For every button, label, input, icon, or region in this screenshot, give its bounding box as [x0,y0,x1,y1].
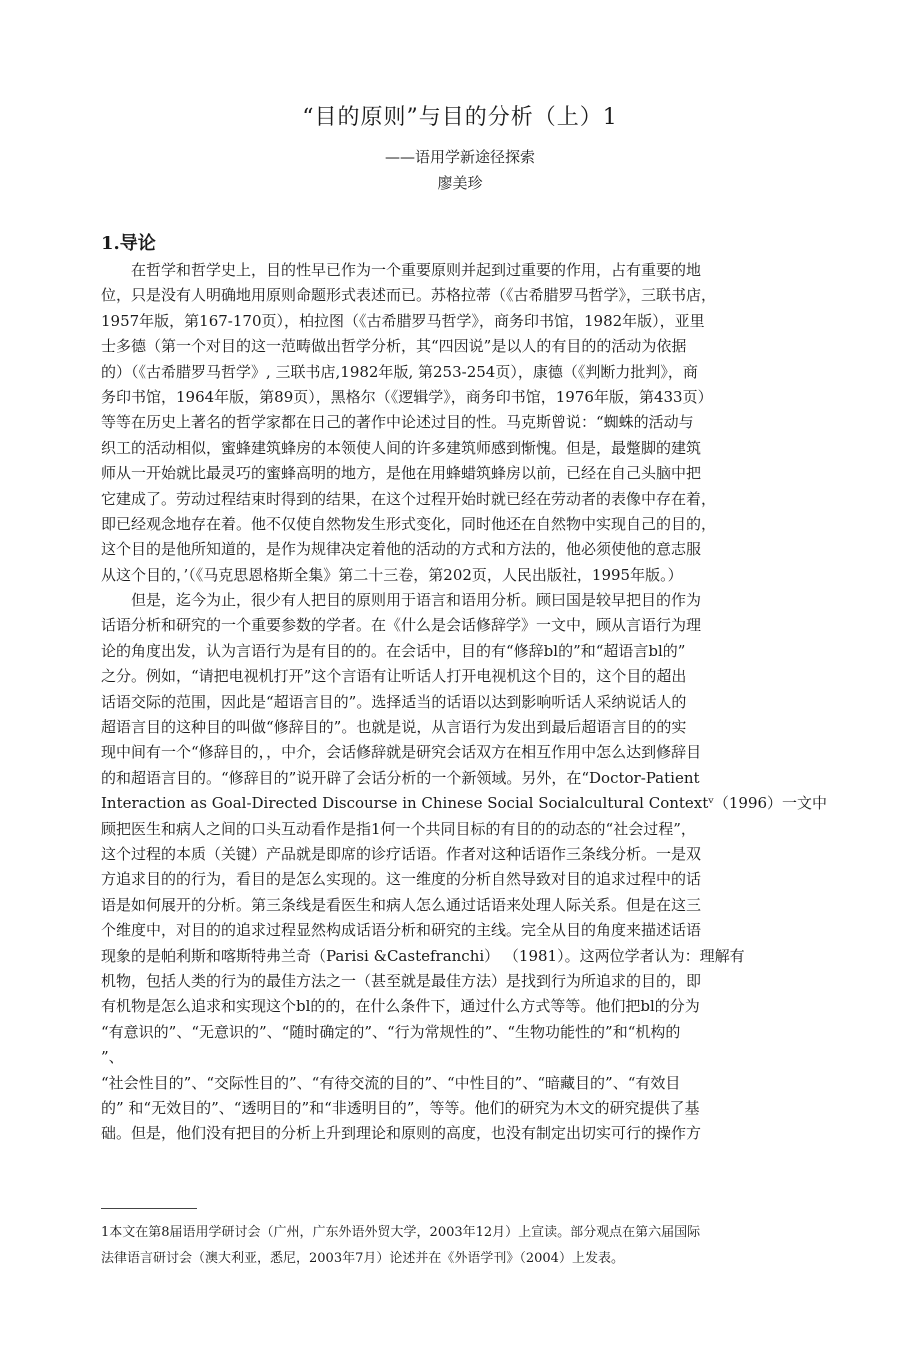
body-line: 它建成了。劳动过程结束时得到的结果，在这个过程开始时就已经在劳动者的表像中存在着， [101,489,717,508]
body-line: 之分。例如，“请把电视机打开”这个言语有让听话人打开电视机这个目的，这个目的超出 [101,667,687,686]
body-line: 这个过程的本质（关键）产品就是即席的诊疗话语。作者对这种话语作三条线分析。一是双 [101,844,702,863]
body-line: 方追求目的的行为，看目的是怎么实现的。这一维度的分析自然导致对目的追求过程中的话 [101,870,702,889]
body-line: ”、 [101,1048,124,1067]
body-line: 士多德（第一个对目的这一范畴做出哲学分析，其“四因说”是以人的有目的的活动为依据 [101,337,687,356]
body-line: 话语交际的范围，因此是“超语言目的”。选择适当的话语以达到影响听话人采纳说话人的 [101,692,687,711]
body-line: 的” 和“无效目的”、“透明目的”和“非透明目的”，等等。他们的研究为木文的研究提供了基 [101,1098,700,1117]
body-line: 1957年版，第167-170页），柏拉图（《古希腊罗马哲学》，商务印书馆，1982年版），亚里 [101,311,705,330]
body-line: 等等在历史上著名的哲学家都在日己的著作中论述过目的性。马克斯曾说：“蜘蛛的活动与 [101,413,694,432]
body-line: 师从一开始就比最灵巧的蜜蜂高明的地方，是他在用蜂蜡筑蜂房以前，已经在自己头脑中把 [101,464,702,483]
footnotes [101,1220,821,1272]
body-line: 位，只是没有人明确地用原则命题形式表述而已。苏格拉蒂（《古希腊罗马哲学》，三联书店， [101,286,717,305]
body-line: 现象的是帕利斯和喀斯特弗兰奇（Parisi &Castefranchi） （1981）。这两位学者认为：理解有 [101,946,745,965]
body-line: 语是如何展开的分析。第三条线是看医生和病人怎么通过话语来处理人际关系。但是在这三 [101,895,702,914]
body-line: 顾把医生和病人之间的口头互动看作是指1何一个共同目标的有目的的动态的“社会过程”， [101,819,696,838]
body-text [101,258,826,1147]
body-line: 即已经观念地存在着。他不仅使自然物发生形式变化，同时他还在自然物中实现自己的目的， [101,514,717,533]
body-line: 础。但是，他们没有把目的分析上升到理论和原则的高度，也没有制定出切实可行的操作方 [101,1124,702,1143]
body-line: 的和超语言目的。“修辞目的”说开辟了会话分析的一个新领域。另外，在“Doctor-Patient [101,768,700,787]
body-line: “有意识的”、“无意识的”、“随时确定的”、“行为常规性的”、“生物功能性的”和“机构的 [101,1022,681,1041]
body-line: 织工的活动相似，蜜蜂建筑蜂房的本领使人间的许多建筑师感到惭愧。但是，最蹩脚的建筑 [101,438,702,457]
footnote-line: 1本文在第8届语用学研讨会（广州，广东外语外贸大学，2003年12月）上宣读。部分观点在第六届国际 [101,1225,701,1240]
footnote-line: 法律语言研讨会（澳大利亚，悉尼，2003年7月）论述并在《外语学刊》（2004）上发表。 [101,1251,624,1266]
footnote-divider [101,1208,197,1209]
body-line: 有机物是怎么追求和实现这个bl的的，在什么条件下，通过什么方式等等。他们把bl的分为 [101,997,700,1016]
body-line: 从这个目的，’（《马克思恩格斯全集》第二十三卷，第202页，人民出版社，1995年版。） [101,565,683,584]
body-line: 现中间有一个“修辞目的，，中介，会话修辞就是研究会话双方在相互作用中怎么达到修辞目 [101,743,702,762]
paper-author: 廖美珍 [437,174,483,192]
body-line: “社会性目的”、“交际性目的”、“有待交流的目的”、“中性目的”、“暗藏目的”、“有效目 [101,1073,681,1092]
section-heading: 1.导论 [101,233,156,254]
body-line: 的）（《古希腊罗马哲学》, 三联书店,1982年版, 第253-254页），康德（《判断力批判》，商 [101,362,698,381]
body-line: 话语分析和研究的一个重要参数的学者。在《什么是会话修辞学》一文中，顾从言语行为理 [101,616,702,635]
body-line: 论的角度出发，认为言语行为是有目的的。在会话中，目的有“修辞bl的”和“超语言bl的” [101,641,686,660]
body-line: Interaction as Goal-Directed Discourse in Chinese Social Socialcultural Contextᵛ（1996）一文中 [101,794,828,813]
body-line: 这个目的是他所知道的，是作为规律决定着他的活动的方式和方法的，他必须使他的意志服 [101,540,702,559]
body-line: 机物，包括人类的行为的最佳方法之一（甚至就是最佳方法）是找到行为所追求的目的，即 [101,971,702,990]
body-line: 务印书馆，1964年版，第89页），黑格尔（《逻辑学》，商务印书馆，1976年版，第433页） [101,387,713,406]
body-line: 超语言目的这种目的叫做“修辞目的”。也就是说，从言语行为发出到最后超语言目的的实 [101,718,687,737]
body-line: 但是，迄今为止，很少有人把目的原则用于语言和语用分析。顾曰国是较早把目的作为 [131,591,702,610]
body-line: 在哲学和哲学史上，目的性早已作为一个重要原则并起到过重要的作用，占有重要的地 [131,261,702,279]
paper-title: “目的原则”与目的分析（上）1 [302,105,618,130]
body-line: 个维度中，对目的的追求过程显然构成话语分析和研究的主线。完全从目的角度来描述话语 [101,921,702,940]
paper-subtitle: ——语用学新途径探索 [384,148,535,166]
